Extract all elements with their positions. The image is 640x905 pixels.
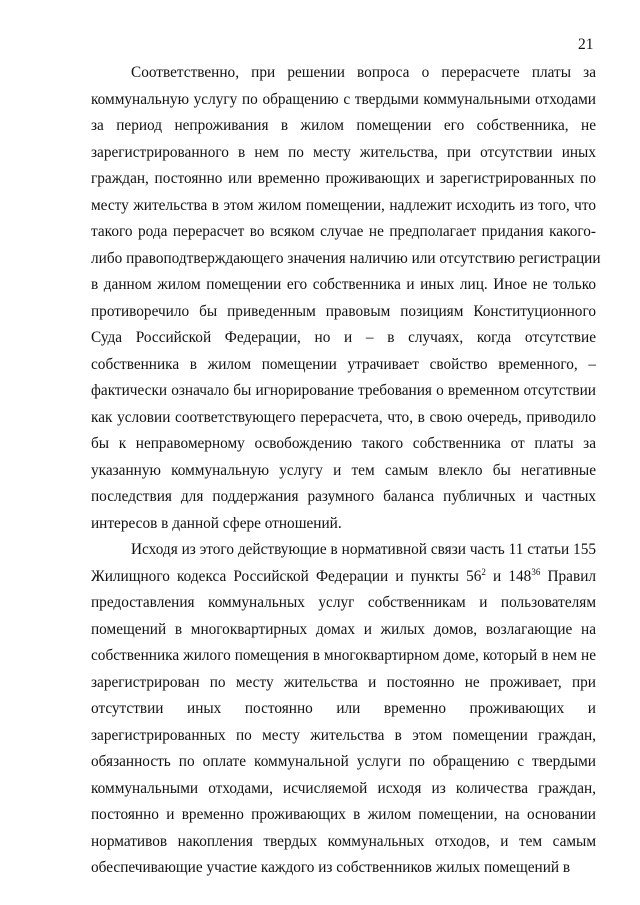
text-line: как условии соответствующего перерасчета, что, в свою очередь, приводило	[91, 408, 596, 426]
text-line: месту жительства в этом жилом помещении, надлежит исходить из того, что	[91, 196, 596, 214]
text-line: коммунальными отходами, исчисляемой исходя из количества граждан,	[91, 779, 596, 797]
text-line: нормативов накопления твердых коммунальных отходов, и тем самым	[91, 832, 596, 850]
text-line: такого рода перерасчет во всяком случае не предполагает придания какого-	[91, 223, 596, 240]
text-line: собственника в жилом помещении утрачивает свойство временного, –	[91, 355, 596, 373]
text-line: Соответственно, при решении вопроса о перерасчете платы за	[131, 64, 596, 81]
text-line: коммунальную услугу по обращению с твердыми коммунальными отходами	[91, 90, 596, 108]
superscript: 36	[531, 566, 541, 577]
text-segment: Жилищного кодекса Российской Федерации и пункты 56	[91, 567, 482, 585]
text-line: фактически означало бы игнорирование требования о временном отсутствии	[91, 382, 596, 399]
text-line: собственника жилого помещения в многоквартирном доме, который в нем не	[91, 647, 596, 664]
superscript: 2	[481, 566, 486, 577]
text-line: постоянно и временно проживающих в жилом помещении, на основании	[91, 806, 596, 823]
document-body	[91, 60, 601, 882]
text-line: обеспечивающие участие каждого из собственников жилых помещений в	[91, 859, 571, 876]
text-line: зарегистрированного в нем по месту жительства, при отсутствии иных	[91, 143, 596, 161]
text-segment: Правил	[540, 567, 597, 585]
text-line: зарегистрированных по месту жительства в этом помещении граждан,	[91, 726, 596, 744]
text-line: помещений в многоквартирных домах и жилых домов, возлагающие на	[91, 620, 596, 638]
paragraph-2	[91, 537, 596, 882]
text-line: интересов в данной сфере отношений.	[91, 514, 342, 532]
text-line: за период непроживания в жилом помещении его собственника, не	[91, 117, 596, 134]
text-line: Исходя из этого действующие в нормативной связи часть 11 статьи 155	[131, 541, 596, 558]
text-line: бы к неправомерному освобождению такого собственника от платы за	[91, 435, 596, 452]
paragraph-1	[91, 60, 601, 537]
text-line: обязанность по оплате коммунальной услуги по обращению с твердыми	[91, 753, 596, 770]
text-segment: и 148	[485, 567, 532, 585]
text-line	[91, 564, 596, 591]
text-line: либо правоподтверждающего значения наличию или отсутствию регистрации	[91, 249, 601, 267]
text-line: отсутствии иных постоянно или временно проживающих и	[91, 700, 596, 717]
page-number: 21	[578, 36, 594, 53]
text-line: предоставления коммунальных услуг собственникам и пользователям	[91, 594, 596, 611]
text-line: зарегистрирован по месту жительства и постоянно не проживает, при	[91, 673, 596, 691]
text-line: последствия для поддержания разумного баланса публичных и частных	[91, 488, 596, 505]
text-line: граждан, постоянно или временно проживающих и зарегистрированных по	[91, 170, 596, 187]
text-line: в данном жилом помещении его собственника и иных лиц. Иное не только	[91, 276, 596, 293]
text-line: противоречило бы приведенным правовым позициям Конституционного	[91, 302, 596, 320]
text-line: Суда Российской Федерации, но и – в случаях, когда отсутствие	[91, 329, 596, 346]
text-line: указанную коммунальную услугу и тем самым влекло бы негативные	[91, 461, 596, 479]
